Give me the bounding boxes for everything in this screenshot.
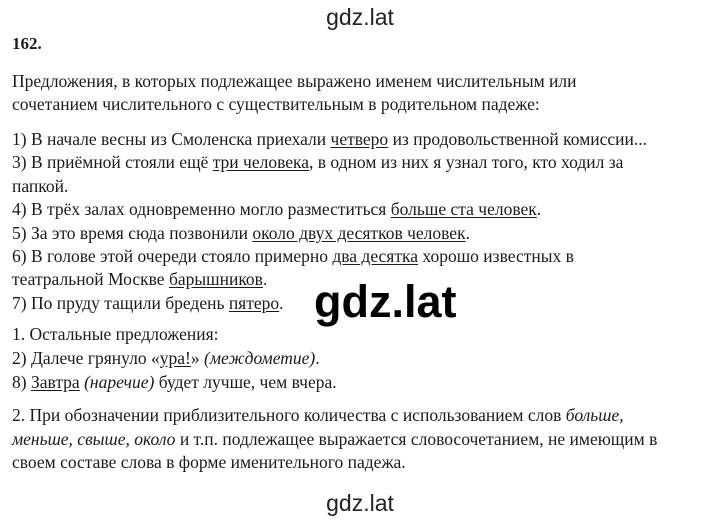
example-5-subject: около двух десятков человек [252, 222, 466, 243]
note-line-2 [12, 428, 712, 452]
rest-example-2-note: (междометие) [204, 348, 316, 368]
rest-example-8-tail: будет лучше, чем вчера. [154, 372, 337, 392]
rest-example-2-quote: » [190, 348, 204, 368]
rest-example-2-text: 2) Далече грянуло « [12, 348, 160, 368]
example-5-text: 5) За это время сюда позвонили [12, 222, 253, 243]
example-1-tail: из продовольственной комиссии... [388, 129, 648, 149]
rest-example-8-note: (наречие) [84, 372, 155, 392]
note-italic-1: больше, [565, 405, 624, 425]
example-6-subject-2: барышников [168, 269, 263, 290]
note-line-1 [12, 404, 712, 428]
rest-example-8 [12, 370, 712, 394]
rest-section [12, 322, 712, 394]
watermark-top: gdz.lat [326, 4, 394, 30]
example-1-subject: четверо [330, 129, 389, 149]
example-4-subject: больше ста человек [390, 199, 537, 220]
example-6 [12, 245, 712, 268]
example-3-tail: , в одном из них я узнал того, кто ходил за [309, 152, 624, 173]
note-paragraph [12, 404, 712, 475]
example-7-text: 7) По пруду тащили бредень [12, 292, 229, 313]
watermark-center: gdz.lat [314, 276, 457, 327]
rest-example-8-text: 8) [12, 372, 31, 392]
note-text: 2. При обозначении приблизительного количества с использованием слов [12, 405, 566, 425]
rest-title: 1. Остальные предложения: [12, 324, 219, 344]
watermark-bottom: gdz.lat [326, 490, 394, 516]
example-6-text: 6) В голове этой очереди стояло примерно [12, 246, 333, 267]
rest-example-8-word: Завтра [30, 372, 80, 392]
rest-example-2-tail: . [315, 348, 320, 368]
rest-example-2-word: ура! [159, 348, 191, 368]
rest-example-2 [12, 346, 712, 370]
task-number: 162. [12, 34, 42, 53]
example-1 [12, 128, 712, 151]
example-6-cont-text: театральной Москве [12, 269, 169, 290]
example-3-cont: папкой. [12, 175, 69, 196]
example-3-subject: три человека [212, 152, 310, 173]
example-4-tail: . [536, 199, 542, 220]
example-5 [12, 222, 712, 245]
example-4-text: 4) В трёх залах одновременно могло разместиться [12, 199, 391, 220]
example-6-subject: два десятка [332, 246, 418, 267]
example-1-text: 1) В начале весны из Смоленска приехали [12, 129, 331, 149]
example-7-subject: пятеро [228, 292, 280, 313]
example-3-text: 3) В приёмной стояли ещё [12, 152, 213, 173]
example-6-tail: хорошо известных в [418, 246, 574, 267]
intro-line-1: Предложения, в которых подлежащее выражено именем числительным или [12, 71, 577, 91]
example-6-cont-tail: . [262, 269, 268, 290]
example-3 [12, 151, 712, 174]
note-italic-2: меньше, свыше, около [12, 428, 176, 449]
example-4 [12, 198, 712, 221]
example-7-tail: . [279, 292, 284, 313]
intro-paragraph [12, 70, 712, 116]
note-text-2: и т.п. подлежащее выражается словосочетанием, не имеющим в [175, 428, 658, 449]
example-5-tail: . [465, 222, 470, 243]
intro-line-2: сочетанием числительного с существительным в родительном падеже: [12, 94, 540, 114]
note-line-3: своем составе слова в форме именительного падежа. [12, 452, 406, 472]
